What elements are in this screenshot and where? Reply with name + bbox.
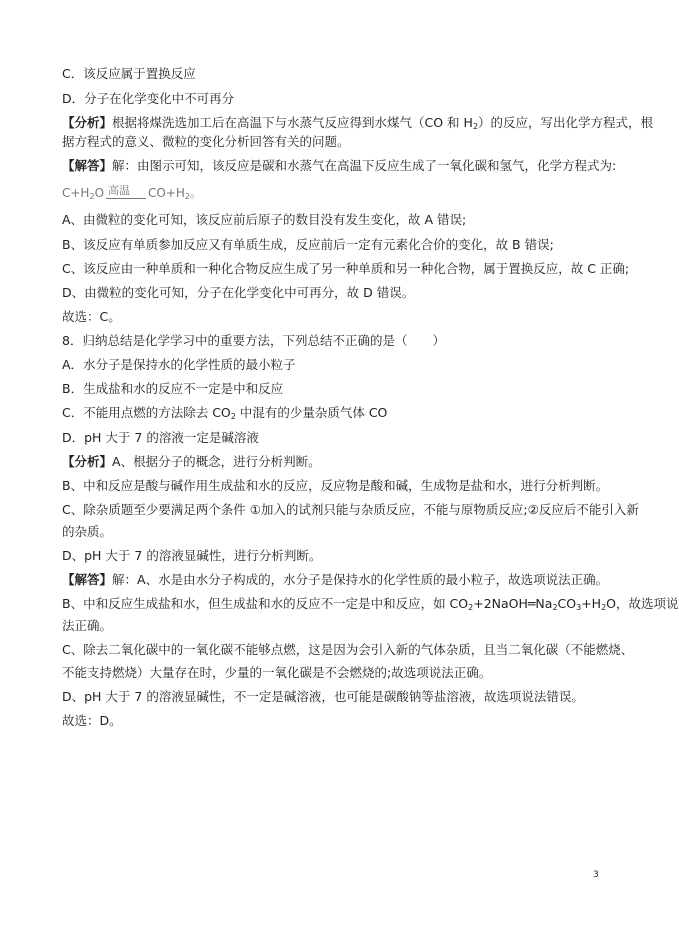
q7-answer-line-1: [62, 158, 616, 174]
q7-line-b: B、该反应有单质参加反应又有单质生成，反应前后一定有元素化合价的变化，故 B 错误;: [62, 237, 554, 252]
q8-analysis-c1: C、除杂质题至少要满足两个条件 ①加入的试剂只能与杂质反应，不能与原物质反应;②反应后不能引入新: [62, 502, 639, 517]
subscript: 2: [184, 192, 191, 201]
subscript: 2: [230, 412, 236, 421]
q8-answer-c1: C、除去二氧化碳中的一氧化碳不能够点燃，这是因为会引入新的气体杂质，且当二氧化碳（不能燃烧、: [62, 642, 634, 657]
eq-products: CO+H: [148, 186, 185, 200]
eq-end: 。: [190, 186, 203, 200]
q8-analysis-a: [62, 454, 321, 470]
q7-line-c: C、该反应由一种单质和一种化合物反应生成了另一种单质和另一种化合物，属于置换反应，故 C 正确;: [62, 261, 630, 276]
option-text-tail: 中混有的少量杂质气体 CO: [235, 405, 388, 420]
q7-line-a: A、由微粒的变化可知，该反应前后原子的数目没有发生变化，故 A 错误;: [62, 212, 467, 227]
q8-option-c: [62, 405, 387, 425]
analysis-text-tail: ）的反应，写出化学方程式，根: [478, 115, 654, 130]
q7-option-d: D．分子在化学变化中不可再分: [62, 91, 235, 106]
answer-text: O，故选项说: [606, 596, 679, 611]
q7-choice: 故选：C。: [62, 309, 121, 324]
subscript: 2: [601, 603, 607, 612]
q8-analysis-b: B、中和反应是酸与碱作用生成盐和水的反应，反应物是酸和碱，生成物是盐和水，进行分析判断。: [62, 478, 609, 493]
eq-reactants: C+H: [62, 186, 90, 200]
answer-text: 解：由图示可知，该反应是碳和水蒸气在高温下反应生成了一氧化碳和氢气，化学方程式为:: [112, 158, 617, 173]
q8-answer-c2: 不能支持燃烧）大量存在时，少量的一氧化碳是不会燃烧的;故选项说法正确。: [62, 665, 492, 680]
q7-analysis-line-2: 据方程式的意义、微粒的变化分析回答有关的问题。: [62, 134, 350, 149]
equation-bar: [106, 198, 146, 199]
answer-tag: 【解答】: [62, 572, 113, 587]
answer-text: +2NaOH═Na: [473, 596, 553, 611]
subscript: 2: [472, 122, 479, 131]
answer-text: +H: [581, 596, 602, 611]
analysis-text: A、根据分子的概念，进行分析判断。: [112, 454, 321, 469]
chemical-equation: [62, 184, 202, 201]
subscript: 2: [552, 603, 558, 612]
q8-choice: 故选：D。: [62, 713, 122, 728]
option-text: C．不能用点燃的方法除去 CO: [62, 405, 231, 420]
subscript: 2: [89, 192, 95, 201]
answer-text: 解：A、水是由水分子构成的，水分子是保持水的化学性质的最小粒子，故选项说法正确。: [112, 572, 609, 587]
q8-analysis-d: D、pH 大于 7 的溶液显碱性，进行分析判断。: [62, 548, 322, 563]
q8-analysis-c2: 的杂质。: [62, 524, 113, 539]
q8-option-b: B．生成盐和水的反应不一定是中和反应: [62, 381, 284, 396]
page-number: 3: [593, 870, 599, 880]
q8-answer-b2: 法正确。: [62, 618, 113, 633]
q8-option-d: D．pH 大于 7 的溶液一定是碱溶液: [62, 430, 259, 445]
analysis-tag: 【分析】: [62, 454, 113, 469]
q8-option-a: A．水分子是保持水的化学性质的最小粒子: [62, 357, 296, 372]
analysis-text: 根据将煤洗选加工后在高温下与水蒸气反应得到水煤气（CO 和 H: [112, 115, 473, 130]
q7-analysis-line-1: [62, 115, 653, 135]
answer-text: B、中和反应生成盐和水，但生成盐和水的反应不一定是中和反应，如 CO: [62, 596, 469, 611]
subscript: 3: [576, 603, 582, 612]
answer-tag: 【解答】: [62, 158, 113, 173]
subscript: 2: [468, 603, 474, 612]
reaction-condition: [104, 186, 148, 200]
analysis-tag: 【分析】: [62, 115, 113, 130]
eq-reactants-tail: O: [94, 186, 105, 200]
q8-stem: 8．归纳总结是化学学习中的重要方法，下列总结不正确的是（ ）: [62, 333, 445, 348]
q7-option-c: C．该反应属于置换反应: [62, 66, 196, 81]
q8-answer-d: D、pH 大于 7 的溶液显碱性，不一定是碱溶液，也可能是碳酸钠等盐溶液，故选项说法错误。: [62, 689, 584, 704]
condition-label: 高温: [108, 184, 131, 197]
q8-answer-b1: [62, 596, 679, 616]
q7-line-d: D、由微粒的变化可知，分子在化学变化中可再分，故 D 错误。: [62, 285, 415, 300]
q8-answer-a: [62, 572, 608, 588]
answer-text: CO: [557, 596, 577, 611]
